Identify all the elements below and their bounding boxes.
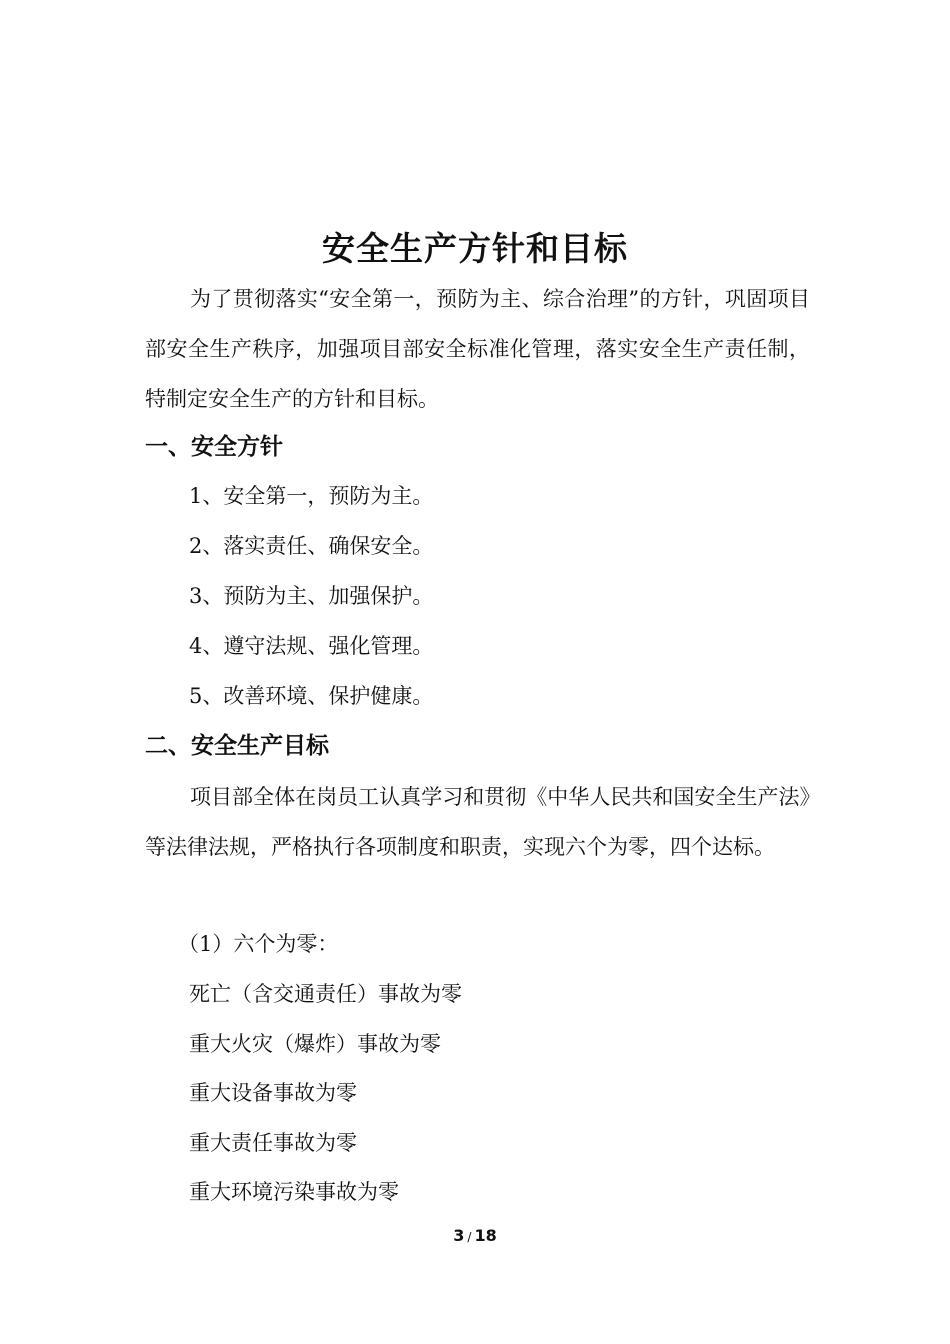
section-heading-safety-goals: 二、安全生产目标 bbox=[145, 733, 329, 759]
goals-paragraph: 项目部全体在岗员工认真学习和贯彻《中华人民共和国安全生产法》等法律法规，严格执行各项制度和职责，实现六个为零，四个达标。 bbox=[145, 785, 810, 859]
page-number bbox=[0, 1225, 950, 1248]
goal-item: 死亡（含交通责任）事故为零 bbox=[189, 982, 462, 1006]
total-page-count: 18 bbox=[474, 1226, 497, 1245]
goal-item: 重大设备事故为零 bbox=[189, 1081, 357, 1105]
goal-item: 重大环境污染事故为零 bbox=[189, 1180, 399, 1204]
policy-item: 3、预防为主、加强保护。 bbox=[189, 584, 434, 608]
policy-item: 1、安全第一，预防为主。 bbox=[189, 484, 434, 508]
page-title: 安全生产方针和目标 bbox=[322, 229, 628, 268]
current-page-number: 3 bbox=[453, 1226, 465, 1245]
section-heading-safety-policy: 一、安全方针 bbox=[145, 434, 283, 460]
goal-item: 重大责任事故为零 bbox=[189, 1131, 357, 1155]
page-separator: / bbox=[467, 1230, 472, 1244]
goals-sub-heading: （1）六个为零： bbox=[178, 932, 339, 956]
policy-item: 2、落实责任、确保安全。 bbox=[189, 534, 434, 558]
policy-item: 5、改善环境、保护健康。 bbox=[189, 684, 434, 708]
goal-item: 重大火灾（爆炸）事故为零 bbox=[189, 1032, 441, 1056]
policy-item: 4、遵守法规、强化管理。 bbox=[189, 634, 434, 658]
intro-paragraph: 为了贯彻落实“安全第一，预防为主、综合治理”的方针，巩固项目部安全生产秩序，加强项目部安全标准化管理，落实安全生产责任制，特制定安全生产的方针和目标。 bbox=[145, 287, 810, 411]
